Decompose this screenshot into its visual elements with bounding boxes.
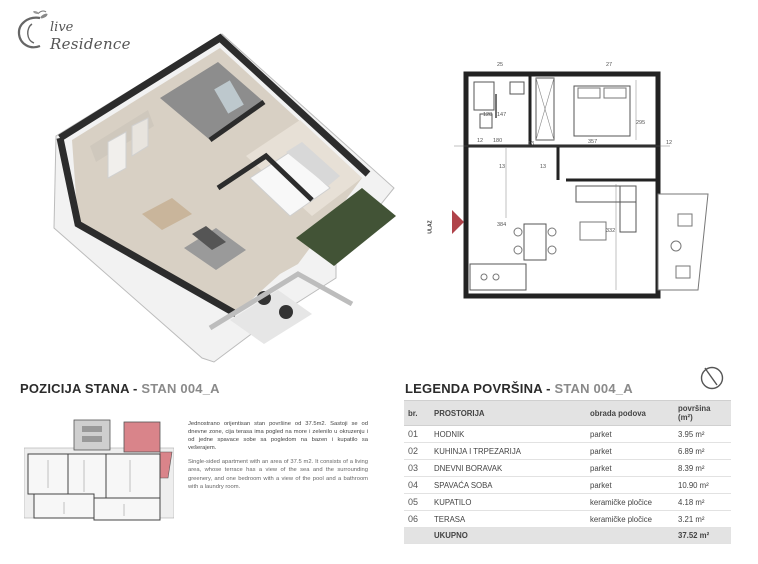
table-row bbox=[404, 426, 731, 443]
legend-unit: STAN 004_A bbox=[554, 381, 633, 396]
row-no: 03 bbox=[404, 460, 430, 477]
position-title-text: POZICIJA STANA - bbox=[20, 381, 142, 396]
total-area: 37.52 m² bbox=[674, 528, 731, 544]
row-no: 06 bbox=[404, 511, 430, 528]
building-key-plan bbox=[24, 418, 174, 526]
areas-table bbox=[404, 400, 731, 544]
row-floor: keramičke pločice bbox=[586, 511, 674, 528]
row-room: TERASA bbox=[430, 511, 586, 528]
row-floor: keramičke pločice bbox=[586, 494, 674, 511]
header-area: površina (m²) bbox=[674, 401, 731, 426]
row-room: KUPATILO bbox=[430, 494, 586, 511]
entrance-label-wrap bbox=[427, 212, 444, 252]
logo-text-line2: Residence bbox=[50, 35, 131, 53]
row-no: 01 bbox=[404, 426, 430, 443]
table-row bbox=[404, 494, 731, 511]
dim-label: 128 bbox=[483, 112, 493, 118]
position-unit: STAN 004_A bbox=[141, 381, 220, 396]
dim-label: 27 bbox=[606, 62, 613, 68]
total-spacer bbox=[404, 528, 430, 544]
dim-label: 13 bbox=[540, 164, 547, 170]
row-floor: parket bbox=[586, 477, 674, 494]
olive-logo-icon bbox=[14, 10, 54, 54]
total-spacer-2 bbox=[586, 528, 674, 544]
dim-label: 25 bbox=[497, 62, 504, 68]
dim-label: 180 bbox=[493, 138, 503, 144]
table-header-row bbox=[404, 401, 731, 426]
legend-title bbox=[405, 381, 633, 396]
row-floor: parket bbox=[586, 443, 674, 460]
row-area: 6.89 m² bbox=[674, 443, 731, 460]
dim-label: 147 bbox=[497, 112, 507, 118]
table-row bbox=[404, 460, 731, 477]
dim-label: 295 bbox=[636, 120, 646, 126]
row-area: 4.18 m² bbox=[674, 494, 731, 511]
row-room: DNEVNI BORAVAK bbox=[430, 460, 586, 477]
header-no: br. bbox=[404, 401, 430, 426]
table-total-row bbox=[404, 528, 731, 544]
row-area: 3.21 m² bbox=[674, 511, 731, 528]
dim-label: 13 bbox=[528, 141, 535, 147]
header-floor: obrada podova bbox=[586, 401, 674, 426]
dim-label: 12 bbox=[666, 140, 673, 146]
table-row bbox=[404, 477, 731, 494]
compass-icon bbox=[700, 366, 724, 390]
description-local: Jednostrano orijentisan stan površine od 37.5m2. Sastoji se od dnevne zone, cija terasa ima pogled na more i zelenilo u okruzenju i od jedne spavace sobe sa pogledom na bazen i kupatilo sa vešerajem. bbox=[188, 421, 368, 452]
dim-label: 384 bbox=[497, 222, 507, 228]
row-no: 02 bbox=[404, 443, 430, 460]
dim-label: 332 bbox=[606, 228, 616, 234]
table-row bbox=[404, 511, 731, 528]
dim-label: 12 bbox=[477, 138, 484, 144]
position-title bbox=[20, 381, 220, 396]
dim-label: 357 bbox=[588, 139, 598, 145]
row-room: HODNIK bbox=[430, 426, 586, 443]
dim-label: 13 bbox=[499, 164, 506, 170]
description-english: Single-sided apartment with an area of 37.5 m2. It consists of a living area, whose terrace has a view of the sea and the surrounding greenery, and one bedroom with a view of the pool and a bathroom with a laundry room. bbox=[188, 459, 368, 490]
entrance-label: ULAZ bbox=[427, 220, 434, 234]
row-area: 3.95 m² bbox=[674, 426, 731, 443]
row-no: 05 bbox=[404, 494, 430, 511]
apartment-description bbox=[188, 420, 368, 497]
floor-plan bbox=[440, 58, 730, 308]
legend-title-text: LEGENDA POVRŠINA - bbox=[405, 381, 555, 396]
table-row bbox=[404, 443, 731, 460]
logo-text-line1: live bbox=[50, 20, 74, 35]
row-area: 8.39 m² bbox=[674, 460, 731, 477]
total-label: UKUPNO bbox=[430, 528, 586, 544]
header-room: PROSTORIJA bbox=[430, 401, 586, 426]
row-room: SPAVAĆA SOBA bbox=[430, 477, 586, 494]
row-floor: parket bbox=[586, 426, 674, 443]
apartment-3d-render bbox=[50, 28, 400, 363]
row-no: 04 bbox=[404, 477, 430, 494]
row-room: KUHINJA I TRPEZARIJA bbox=[430, 443, 586, 460]
row-floor: parket bbox=[586, 460, 674, 477]
row-area: 10.90 m² bbox=[674, 477, 731, 494]
